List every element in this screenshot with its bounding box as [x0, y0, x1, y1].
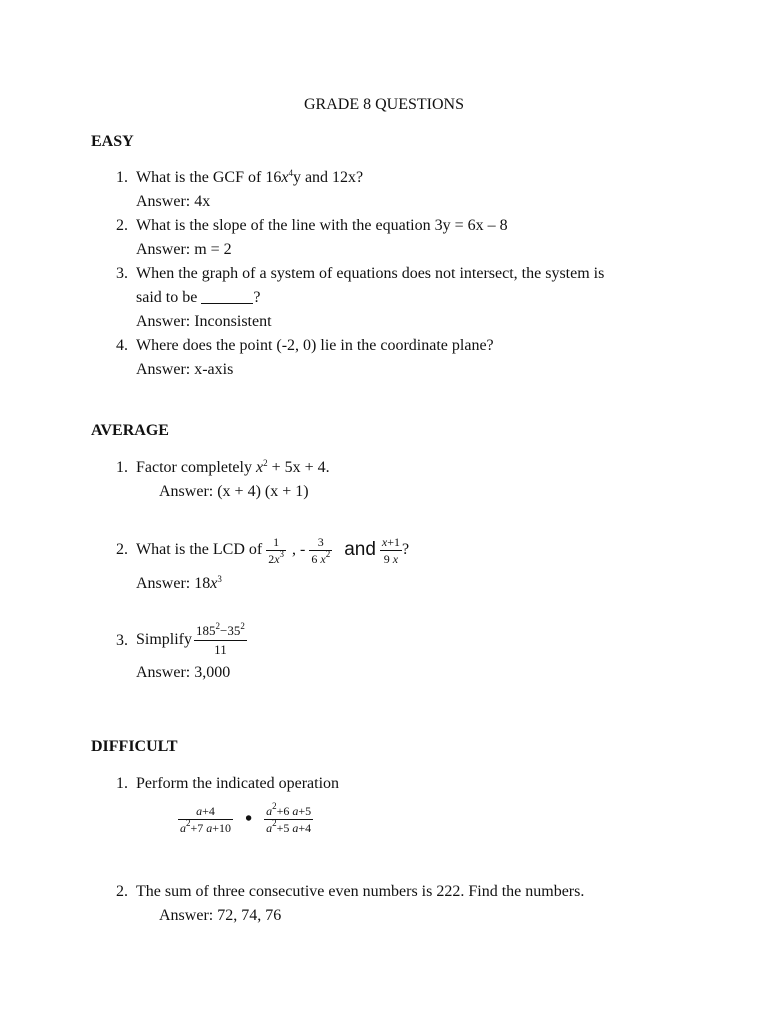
- section-heading-difficult: DIFFICULT: [91, 738, 178, 755]
- question-text: When the graph of a system of equations does not intersect, the system is: [136, 265, 605, 282]
- question-text: What is the LCD of $\frac{1}{2x^3}$ , - $\frac{3}{6 x^2}$ and $\frac{x+1}{9 x}$ ?: [136, 534, 410, 566]
- question-number: 1.: [116, 459, 128, 476]
- rational-expression: [178, 796, 313, 842]
- question-text: Simplify $\frac{185^2-35^2}{11}$: [136, 620, 245, 657]
- question-number: 1.: [116, 169, 128, 186]
- question-text: The sum of three consecutive even numbers is 222. Find the numbers.: [136, 883, 585, 900]
- answer-text: Answer: 3,000: [136, 664, 231, 681]
- question-number: 1.: [116, 775, 128, 792]
- answer-text: Answer: m = 2: [136, 241, 232, 258]
- question-text: What is the slope of the line with the equation 3y = 6x – 8: [136, 217, 508, 234]
- question-number: 2.: [116, 217, 128, 234]
- answer-text: Answer: $18x^3$: [136, 574, 222, 592]
- question-text-continued: said to be ?: [136, 289, 261, 306]
- question-number: 2.: [116, 541, 128, 558]
- section-heading-average: AVERAGE: [91, 422, 169, 439]
- answer-text: Answer: 4x: [136, 193, 211, 210]
- section-heading-easy: EASY: [91, 133, 134, 150]
- fill-in-blank: [201, 289, 253, 304]
- question-text: Factor completely $x^2 + 5x + 4$.: [136, 458, 330, 476]
- answer-text: Answer: (x + 4) (x + 1): [159, 483, 309, 500]
- fraction-2: $\frac{3}{6 x^2}$: [311, 534, 331, 566]
- fraction-3: $\frac{x+1}{9 x}$: [381, 534, 400, 566]
- question-text: What is the GCF of $16x^4y$ and 12x?: [136, 168, 364, 186]
- answer-text: Answer: Inconsistent: [136, 313, 272, 330]
- question-text: Perform the indicated operation: [136, 775, 340, 792]
- fraction-1: $\frac{a+4}{a^2+7 a+10}$: [180, 803, 232, 835]
- multiply-operator: •: [245, 808, 253, 830]
- question-number: 3.: [116, 265, 128, 282]
- question-number: 3.: [116, 632, 128, 649]
- fraction: $\frac{185^2-35^2}{11}$: [196, 620, 245, 657]
- answer-text: Answer: x-axis: [136, 361, 234, 378]
- page-title: GRADE 8 QUESTIONS: [304, 96, 464, 113]
- question-text: Where does the point (-2, 0) lie in the coordinate plane?: [136, 337, 494, 354]
- question-number: 4.: [116, 337, 128, 354]
- fraction-2: $\frac{a^2+6 a+5}{a^2+5 a+4}$: [266, 800, 312, 835]
- answer-text: Answer: 72, 74, 76: [159, 907, 282, 924]
- fraction-1: $\frac{1}{2x^3}$: [268, 534, 285, 566]
- question-number: 2.: [116, 883, 128, 900]
